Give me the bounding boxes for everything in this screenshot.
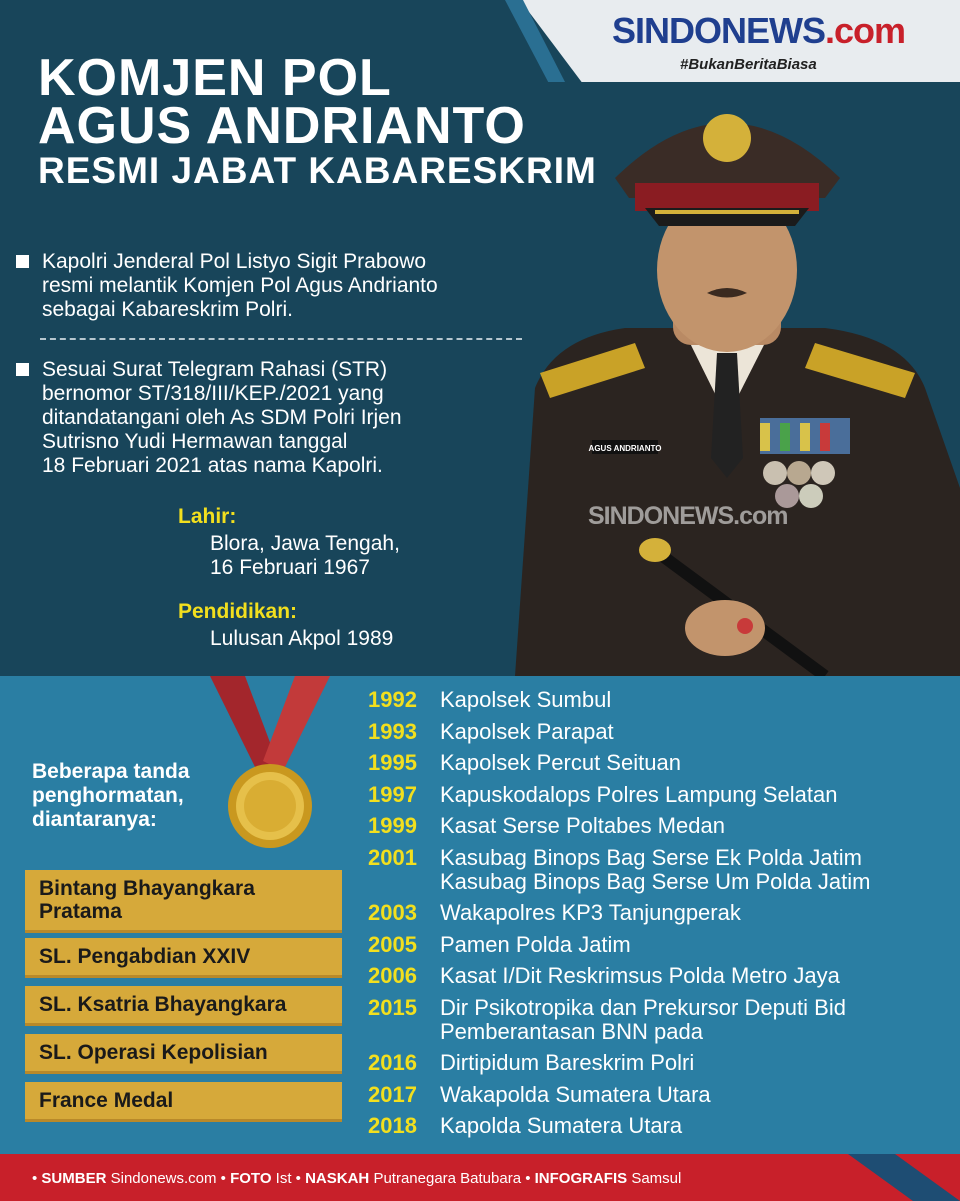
subtitle: RESMI JABAT KABARESKRIM — [38, 150, 597, 191]
timeline-row — [368, 751, 948, 775]
honor-badge: France Medal — [25, 1082, 342, 1122]
bullet-square-icon — [16, 255, 29, 268]
officer-portrait — [495, 88, 960, 676]
timeline-position: Wakapolres KP3 Tanjungperak — [440, 900, 741, 925]
timeline-position: Kapolsek Percut Seituan — [440, 750, 681, 775]
timeline-year: 2017 — [368, 1081, 417, 1107]
timeline-position: Pamen Polda Jatim — [440, 931, 631, 957]
born-value: Blora, Jawa Tengah, 16 Februari 1967 — [210, 532, 400, 579]
honor-badge: SL. Operasi Kepolisian — [25, 1034, 342, 1074]
credit-key: FOTO — [230, 1170, 272, 1187]
timeline-row — [368, 688, 948, 712]
bullet-square-icon — [16, 363, 29, 376]
timeline-row — [368, 901, 948, 925]
timeline-year: 2006 — [368, 963, 417, 988]
logo-suffix: .com — [825, 10, 906, 51]
credit-value: Ist — [275, 1170, 292, 1187]
credit-value: Putranegara Batubara — [373, 1170, 522, 1187]
timeline-position: Wakapolda Sumatera Utara — [440, 1081, 711, 1107]
sindonews-logo — [612, 10, 905, 52]
logo-main: SINDONEWS — [612, 10, 826, 51]
timeline-row — [368, 1083, 948, 1107]
timeline-row — [368, 720, 948, 744]
timeline-position: Kasat Serse Poltabes Medan — [440, 813, 725, 838]
timeline-year: 1999 — [368, 813, 417, 838]
bullet-item — [16, 250, 516, 322]
watermark: SINDONEWS.com — [588, 502, 788, 530]
honors-label: Beberapa tanda penghormatan, diantaranya: — [32, 760, 190, 831]
timeline-row — [368, 996, 948, 1044]
timeline-position: Kapolsek Parapat — [440, 718, 614, 744]
timeline-row — [368, 1114, 948, 1138]
timeline-row — [368, 814, 948, 838]
timeline-year: 2001 — [368, 844, 417, 870]
timeline-position: Kasubag Binops Bag Serse Ek Polda Jatim Kasubag Binops Bag Serse Um Polda Jatim — [440, 844, 871, 894]
timeline-position: Kapolda Sumatera Utara — [440, 1113, 683, 1138]
medal-icon — [205, 676, 335, 856]
credits-text: • SUMBER Sindonews.com • FOTO Ist • NASKAH Putranegara Batubara • INFOGRAFIS Samsul — [32, 1170, 682, 1187]
credit-value: Sindonews.com — [110, 1170, 217, 1187]
timeline-row — [368, 1051, 948, 1075]
timeline-year: 2018 — [368, 1113, 417, 1138]
timeline-row — [368, 964, 948, 988]
timeline-position: Dirtipidum Bareskrim Polri — [440, 1050, 695, 1075]
timeline-row — [368, 783, 948, 807]
credit-key: INFOGRAFIS — [534, 1170, 628, 1187]
born-label: Lahir: — [178, 505, 237, 528]
timeline-position: Dir Psikotropika dan Prekursor Deputi Bid Pemberantasan BNN pada — [440, 994, 846, 1044]
timeline-year: 1993 — [368, 718, 417, 744]
timeline-position: Kapolsek Sumbul — [440, 687, 612, 712]
bullet-item — [16, 358, 516, 478]
timeline-position: Kasat I/Dit Reskrimsus Polda Metro Jaya — [440, 963, 840, 988]
credit-key: SUMBER — [41, 1170, 107, 1187]
honor-badge: Bintang Bhayangkara Pratama — [25, 870, 342, 933]
timeline-year: 2016 — [368, 1050, 417, 1075]
timeline-year: 2015 — [368, 994, 417, 1020]
education-label: Pendidikan: — [178, 600, 298, 623]
timeline-position: Kapuskodalops Polres Lampung Selatan — [440, 781, 838, 807]
divider — [40, 338, 522, 340]
timeline-row — [368, 933, 948, 957]
credit-key: NASKAH — [305, 1170, 370, 1187]
bullet-text: Sesuai Surat Telegram Rahasi (STR) bernomor ST/318/III/KEP./2021 yang ditandatangani oleh As SDM Polri Irjen Sutrisno Yudi Hermawan tanggal 18 Februari 2021 atas nama Kapolri. — [42, 358, 402, 477]
title-line-2: AGUS ANDRIANTO — [38, 97, 526, 155]
name-tag: AGUS ANDRIANTO — [588, 444, 662, 453]
honor-badge: SL. Pengabdian XXIV — [25, 938, 342, 978]
title-line-1: KOMJEN POL — [38, 49, 392, 107]
timeline-year: 1997 — [368, 781, 417, 807]
timeline-year: 1992 — [368, 687, 417, 712]
education-value: Lulusan Akpol 1989 — [210, 627, 394, 650]
timeline-row — [368, 846, 948, 894]
timeline-year: 2005 — [368, 931, 417, 957]
timeline-year: 1995 — [368, 750, 417, 775]
timeline-year: 2003 — [368, 900, 417, 925]
honor-badge: SL. Ksatria Bhayangkara — [25, 986, 342, 1026]
hashtag: #BukanBeritaBiasa — [680, 56, 817, 73]
career-timeline — [368, 688, 948, 1146]
bullet-text: Kapolri Jenderal Pol Listyo Sigit Prabowo resmi melantik Komjen Pol Agus Andrianto sebagai Kabareskrim Polri. — [42, 250, 438, 321]
credit-value: Samsul — [631, 1170, 682, 1187]
